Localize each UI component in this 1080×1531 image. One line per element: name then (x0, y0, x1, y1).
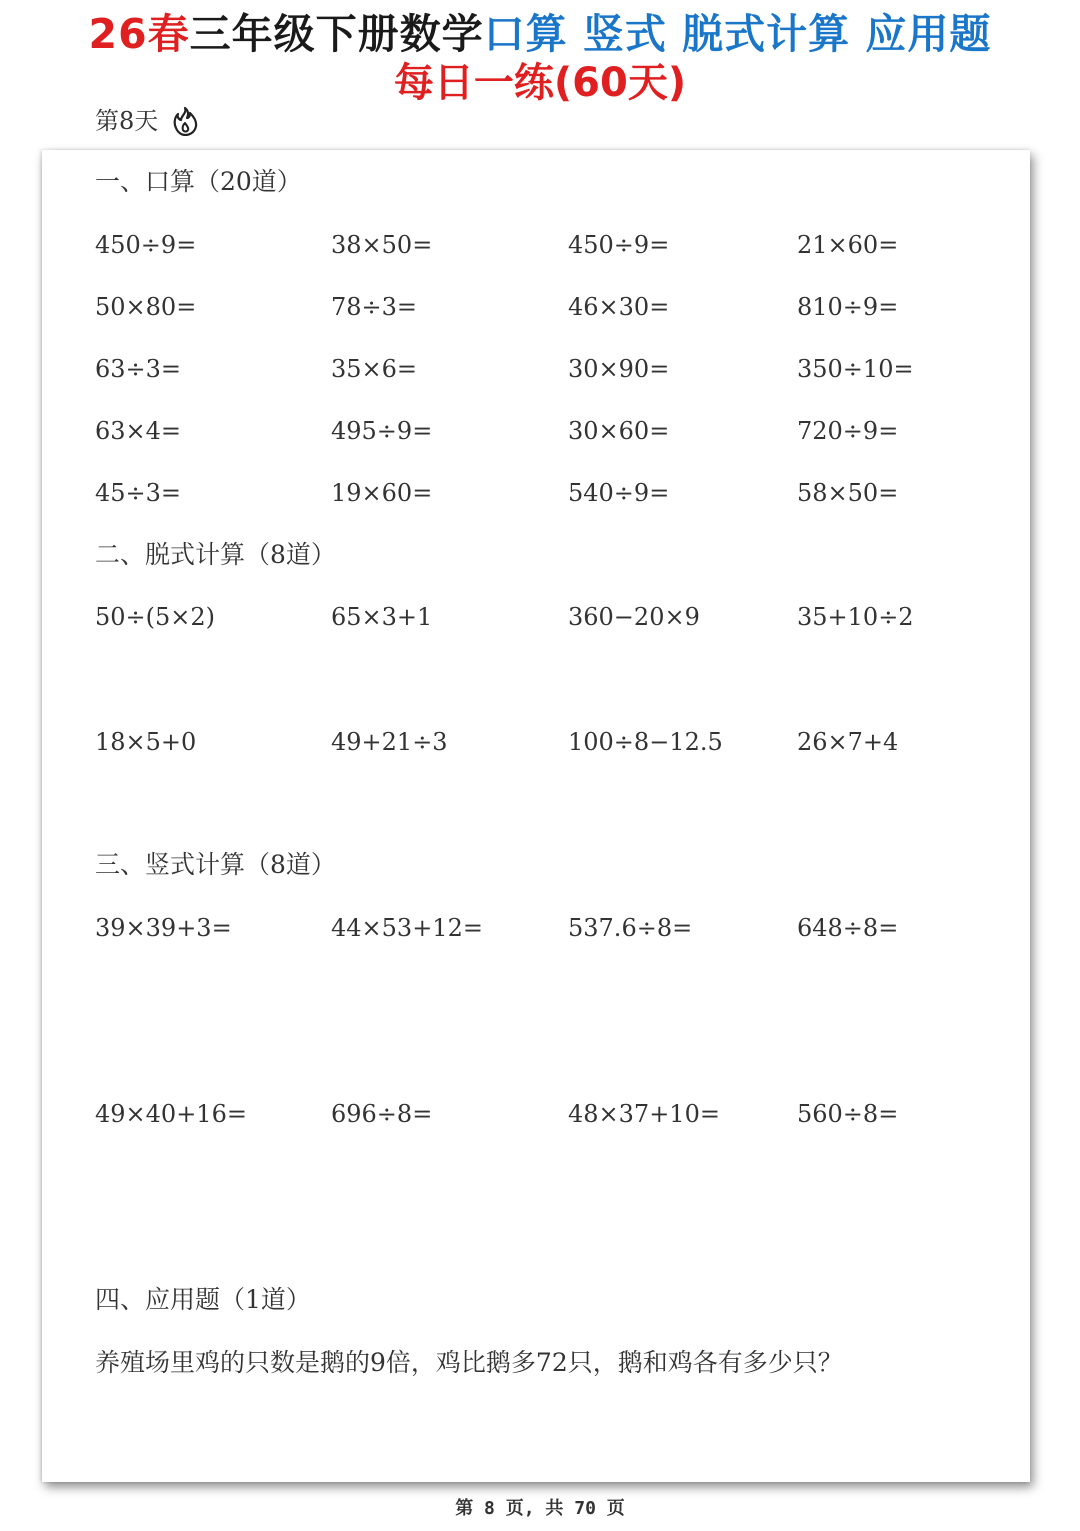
oral-item: 495÷9= (331, 417, 433, 445)
stepwise-item: 100÷8−12.5 (568, 728, 723, 756)
vertical-item: 49×40+16= (95, 1100, 247, 1128)
word-problem-text: 养殖场里鸡的只数是鹅的9倍，鸡比鹅多72只，鹅和鸡各有多少只？ (95, 1348, 843, 1377)
stepwise-item: 18×5+0 (95, 728, 197, 756)
oral-item: 78÷3= (331, 293, 418, 321)
stepwise-item: 50÷(5×2) (95, 603, 216, 631)
vertical-item: 648÷8= (797, 914, 899, 942)
vertical-item: 39×39+3= (95, 914, 232, 942)
vertical-item: 560÷8= (797, 1100, 899, 1128)
vertical-item: 44×53+12= (331, 914, 483, 942)
oral-item: 30×90= (568, 355, 670, 383)
oral-item: 810÷9= (797, 293, 899, 321)
vertical-item: 48×37+10= (568, 1100, 720, 1128)
oral-item: 450÷9= (568, 231, 670, 259)
vertical-item: 537.6÷8= (568, 914, 693, 942)
worksheet-paper (42, 150, 1030, 1482)
vertical-section-heading: 三、竖式计算（8道） (95, 850, 336, 879)
oral-item: 35×6= (331, 355, 418, 383)
day-label-text: 第8天 (95, 107, 159, 135)
vertical-item: 696÷8= (331, 1100, 433, 1128)
stepwise-item: 360−20×9 (568, 603, 700, 631)
oral-section-heading: 一、口算（20道） (95, 167, 302, 196)
stepwise-item: 35+10÷2 (797, 603, 914, 631)
oral-item: 45÷3= (95, 479, 182, 507)
oral-item: 540÷9= (568, 479, 670, 507)
word-problem-section-heading: 四、应用题（1道） (95, 1285, 311, 1314)
title-grade: 三年级下册数学 (189, 10, 484, 58)
title-topics: 口算 竖式 脱式计算 应用题 (483, 10, 992, 58)
oral-item: 63÷3= (95, 355, 182, 383)
stepwise-item: 26×7+4 (797, 728, 899, 756)
stepwise-section-heading: 二、脱式计算（8道） (95, 540, 336, 569)
oral-item: 50×80= (95, 293, 197, 321)
oral-item: 63×4= (95, 417, 182, 445)
flame-icon (172, 106, 198, 136)
oral-item: 450÷9= (95, 231, 197, 259)
page-footer: 第 8 页, 共 70 页 (455, 1498, 625, 1519)
page-subtitle: 每日一练(60天) (393, 60, 687, 106)
oral-item: 58×50= (797, 479, 899, 507)
oral-item: 38×50= (331, 231, 433, 259)
stepwise-item: 49+21÷3 (331, 728, 448, 756)
page-title (0, 8, 1080, 60)
title-year: 26春 (88, 10, 190, 58)
oral-item: 350÷10= (797, 355, 914, 383)
oral-item: 46×30= (568, 293, 670, 321)
day-label (95, 104, 198, 138)
stepwise-item: 65×3+1 (331, 603, 433, 631)
oral-item: 720÷9= (797, 417, 899, 445)
oral-item: 21×60= (797, 231, 899, 259)
oral-item: 19×60= (331, 479, 433, 507)
oral-item: 30×60= (568, 417, 670, 445)
